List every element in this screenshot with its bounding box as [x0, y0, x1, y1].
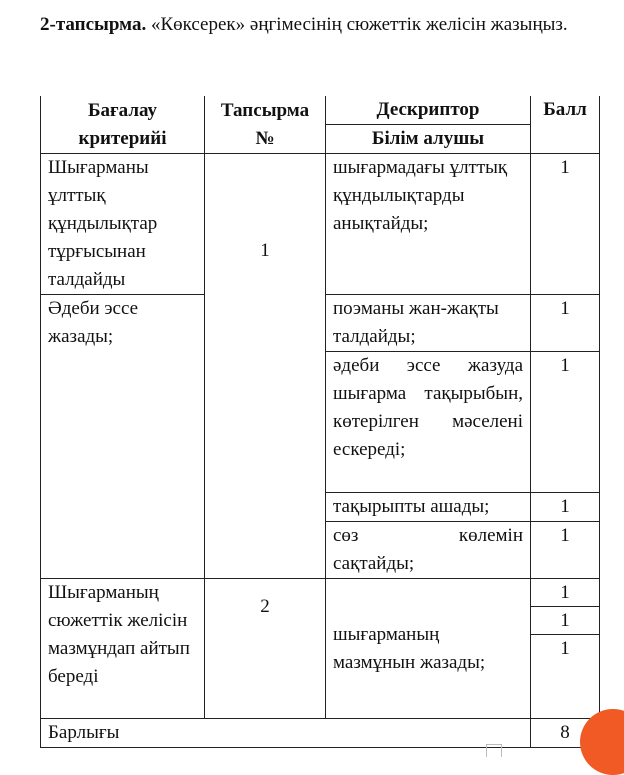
header-descriptor: Дескриптор — [326, 96, 531, 125]
total-score: 8 — [531, 719, 600, 748]
descriptor-word: көлемін — [458, 525, 523, 546]
score-cell: 1 — [531, 579, 599, 607]
descriptor-word: сөз — [333, 525, 359, 546]
header-learner: Білім алушы — [326, 125, 531, 154]
score-cell: 1 — [531, 522, 600, 579]
descriptor-cell: тақырыпты ашады; — [326, 493, 531, 522]
task-number-cell: 1 — [205, 154, 326, 579]
criterion-cell: Әдеби эссе жазады; — [41, 295, 205, 579]
assessment-table — [40, 96, 600, 748]
score-cell: 1 — [531, 154, 600, 295]
descriptor-cell: поэманы жан-жақты талдайды; — [326, 295, 531, 352]
total-label: Барлығы — [41, 719, 531, 748]
descriptor-cell: шығарманың мазмұнын жазады; — [326, 579, 531, 719]
task-number: 2-тапсырма. — [40, 14, 147, 35]
descriptor-line — [333, 522, 523, 550]
criterion-cell: Шығарманы ұлттық құндылықтар тұрғысынан талдайды — [41, 154, 205, 295]
header-score: Балл — [531, 96, 600, 154]
descriptor-cell — [326, 522, 531, 579]
header-task-no: Тапсырма № — [205, 96, 326, 154]
descriptor-cell: шығармадағы ұлттық құндылықтарды анықтайды; — [326, 154, 531, 295]
score-stack — [531, 579, 600, 719]
page-icon — [486, 744, 502, 757]
score-cell: 1 — [531, 493, 600, 522]
descriptor-cell: әдеби эссе жазуда шығарма тақырыбын, көтерілген мәселені ескереді; — [326, 352, 531, 493]
task-heading — [40, 10, 602, 40]
task-text: «Көксерек» әңгімесінің сюжеттік желісін жазыңыз. — [146, 14, 568, 35]
score-cell: 1 — [531, 295, 600, 352]
score-cell: 1 — [531, 352, 600, 493]
criterion-cell: Шығарманың сюжеттік желісін мазмұндап айтып береді — [41, 579, 205, 719]
task-number-cell: 2 — [205, 579, 326, 719]
descriptor-line: сақтайды; — [333, 553, 415, 574]
header-criteria: Бағалау критерийі — [41, 96, 205, 154]
score-cell: 1 — [531, 607, 599, 635]
score-cell: 1 — [560, 638, 570, 659]
